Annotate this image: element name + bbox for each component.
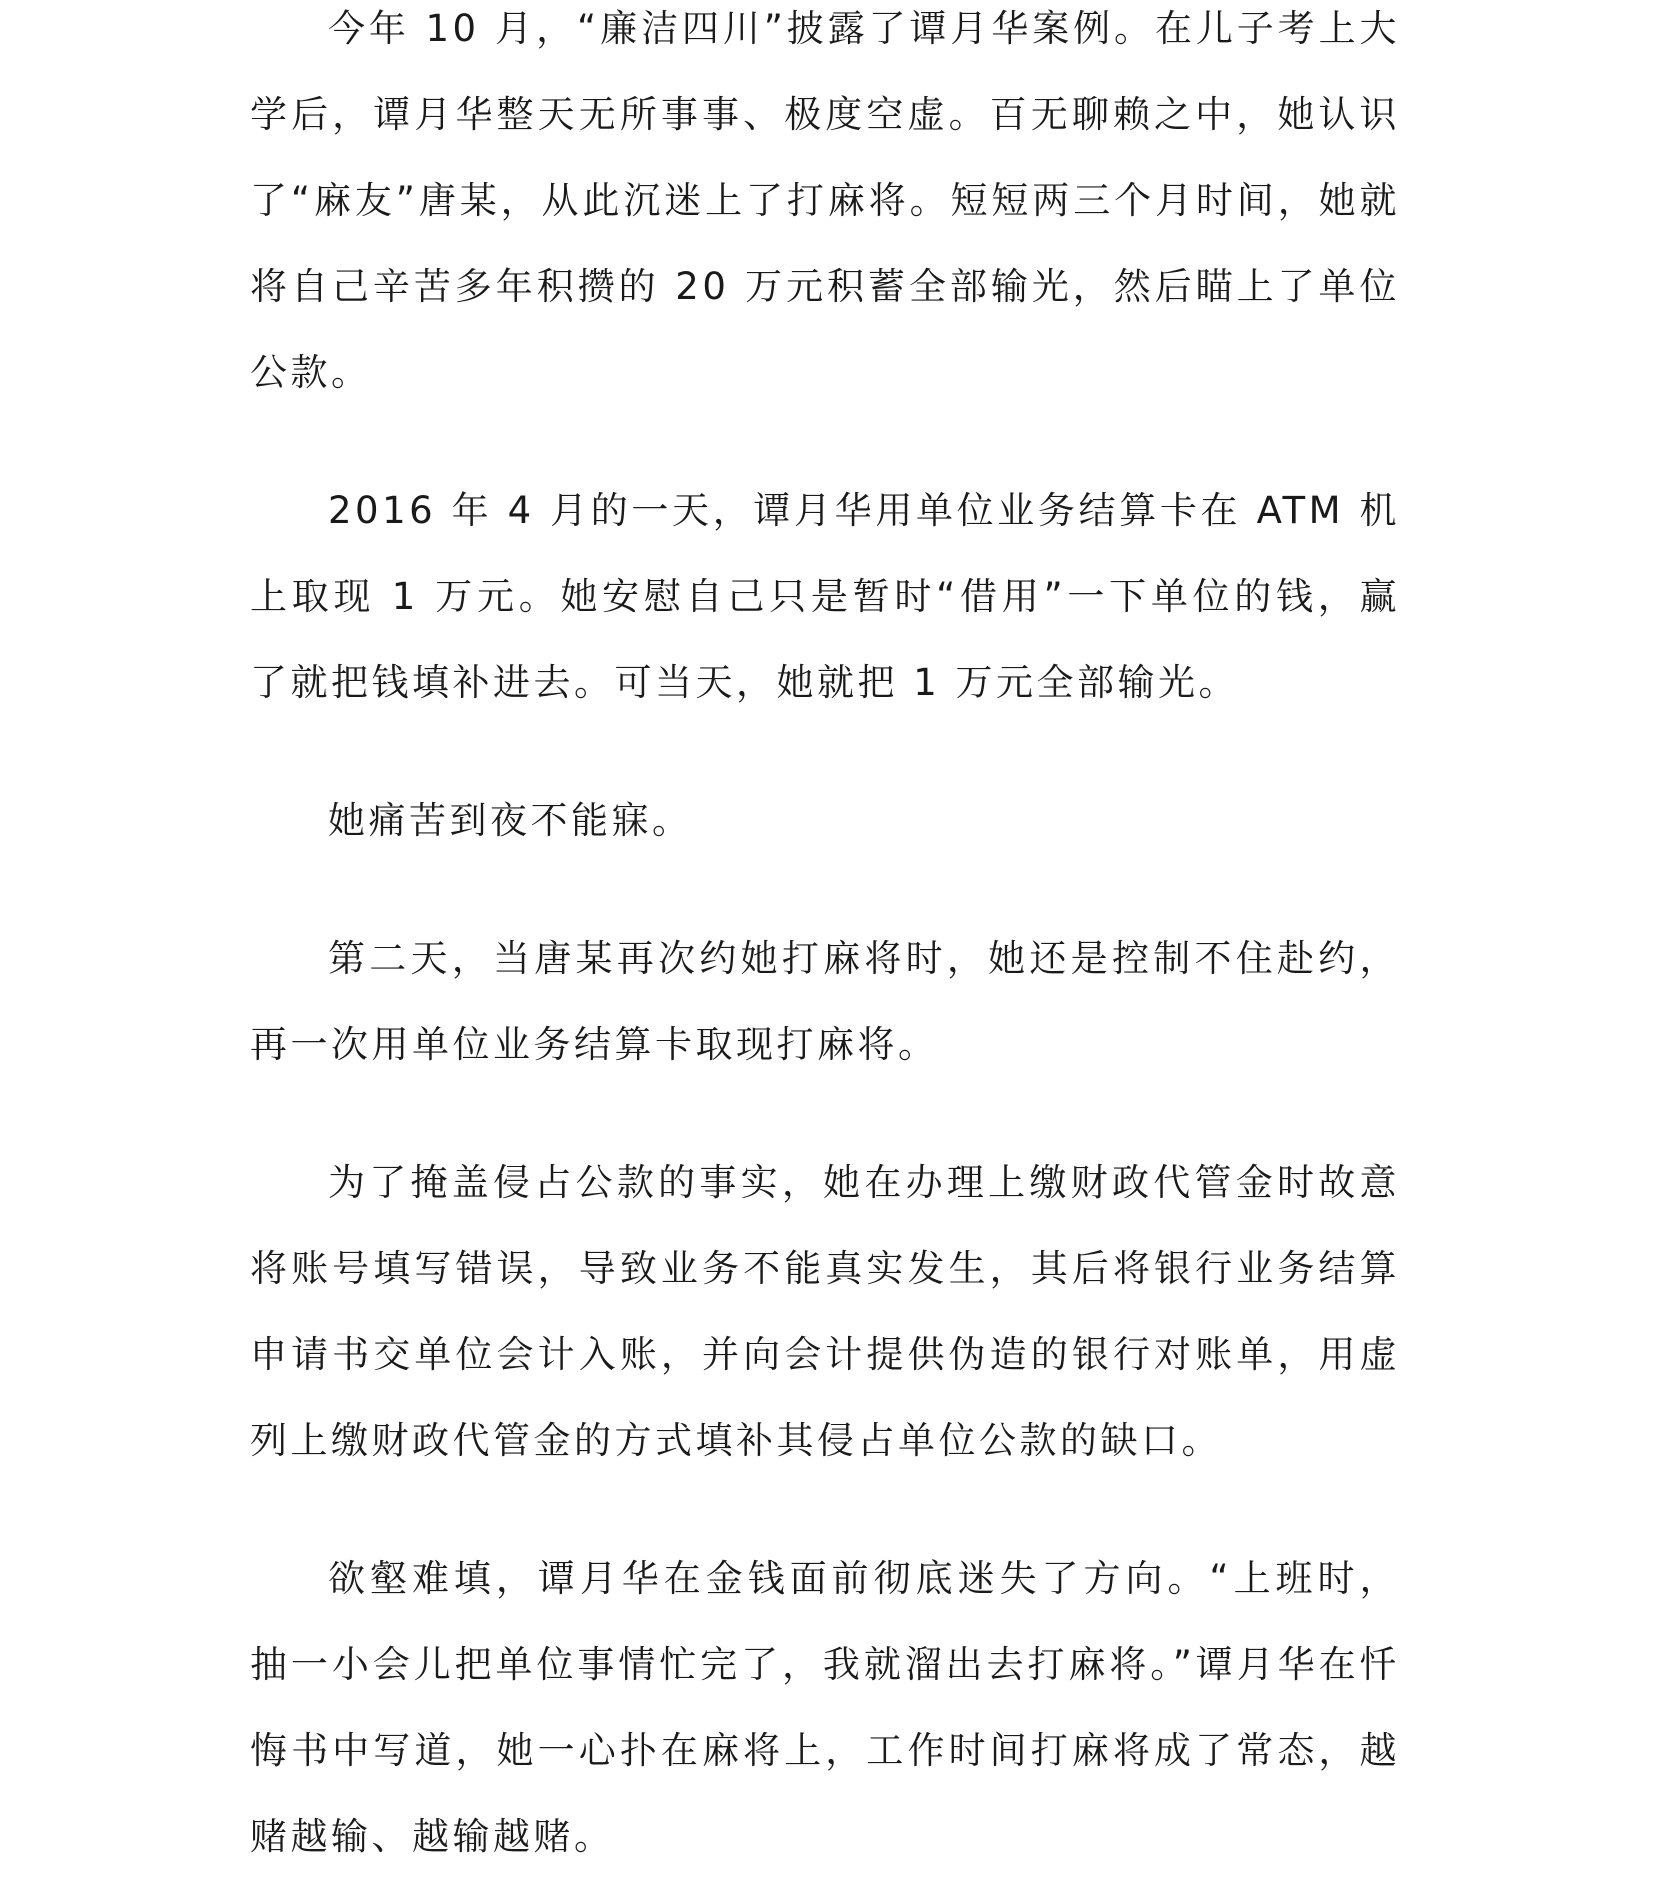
paragraph-1: 今年 10 月，“廉洁四川”披露了谭月华案例。在儿子考上大学后，谭月华整天无所事事、极度空虚。百无聊赖之中，她认识了“麻友”唐某，从此沉迷上了打麻将。短短两三个月时间，她就将自己辛苦多年积攒的 20 万元积蓄全部输光，然后瞄上了单位公款。 (250, 7, 1400, 394)
article-body (250, 0, 1400, 1880)
paragraph-5: 为了掩盖侵占公款的事实，她在办理上缴财政代管金时故意将账号填写错误，导致业务不能真实发生，其后将银行业务结算申请书交单位会计入账，并向会计提供伪造的银行对账单，用虚列上缴财政代管金的方式填补其侵占单位公款的缺口。 (250, 1161, 1400, 1462)
paragraph-2: 2016 年 4 月的一天，谭月华用单位业务结算卡在 ATM 机上取现 1 万元。她安慰自己只是暂时“借用”一下单位的钱，赢了就把钱填补进去。可当天，她就把 1 万元全部输光。 (250, 489, 1400, 704)
paragraph-4: 第二天，当唐某再次约她打麻将时，她还是控制不住赴约，再一次用单位业务结算卡取现打麻将。 (250, 937, 1400, 1066)
paragraph-6: 欲壑难填，谭月华在金钱面前彻底迷失了方向。“上班时，抽一小会儿把单位事情忙完了，我就溜出去打麻将。”谭月华在忏悔书中写道，她一心扑在麻将上，工作时间打麻将成了常态，越赌越输、越输越赌。 (250, 1557, 1400, 1858)
paragraph-3: 她痛苦到夜不能寐。 (328, 799, 693, 842)
